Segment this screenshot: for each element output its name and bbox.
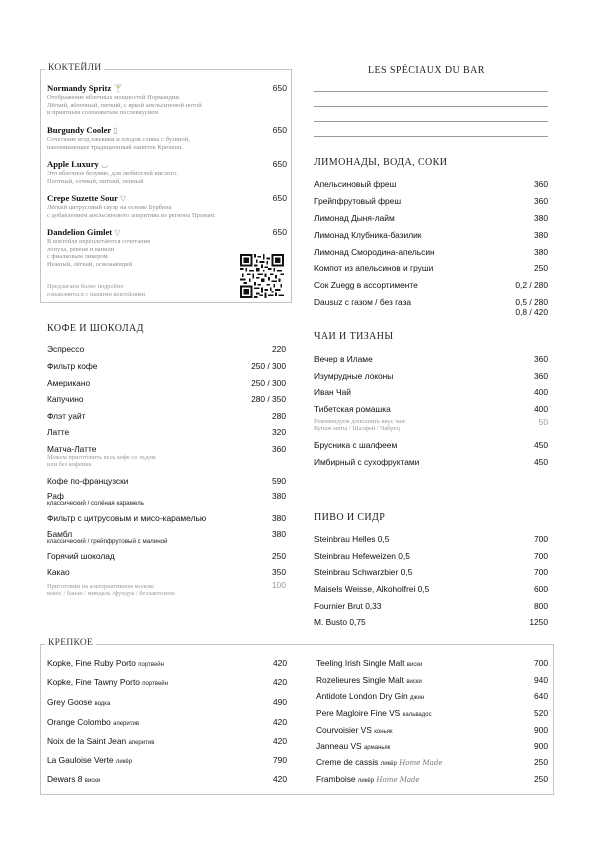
list-item xyxy=(47,360,286,372)
item-price: 250 xyxy=(534,263,548,273)
note-line: Рекомендуем дополнить вкус чая: xyxy=(314,418,407,425)
item-name: Матча-Латте xyxy=(47,444,97,454)
item-sub: ликёр xyxy=(380,761,397,767)
item-price: 700 xyxy=(534,567,548,577)
item-name: Noix de la Saint Jean xyxy=(47,736,127,746)
item-price: 380 xyxy=(272,529,286,539)
list-item xyxy=(316,756,548,768)
item-name: Kopke, Fine Tawny Porto xyxy=(47,677,140,687)
cocktail-desc-line: напоминающее традиционный напиток Крюшон. xyxy=(47,143,184,151)
item-price: 490 xyxy=(273,697,287,707)
cocktail-price: 650 xyxy=(272,159,287,169)
list-item xyxy=(316,657,548,669)
cocktail-name: Crepe Suzette Sour xyxy=(47,193,118,203)
item-name: Сок Zuegg в ассортименте xyxy=(314,280,418,290)
list-item xyxy=(316,773,548,785)
item-name: Лимонад Дыня-лайм xyxy=(314,213,395,223)
list-item xyxy=(47,657,287,669)
divider-line xyxy=(314,121,548,122)
item-price: 420 xyxy=(273,658,287,668)
item-name: Изумрудные локоны xyxy=(314,371,394,381)
item-name: Teeling Irish Single Malt xyxy=(316,658,405,668)
list-item xyxy=(47,475,286,487)
item-name: Dausuz с газом / без газа xyxy=(314,297,412,307)
list-item xyxy=(314,370,548,382)
item-price: 250 xyxy=(534,774,548,784)
item-price: 700 xyxy=(534,551,548,561)
item-price: 0,5 / 280 xyxy=(515,297,548,307)
list-item xyxy=(47,410,286,422)
item-price: 400 xyxy=(534,404,548,414)
item-price: 420 xyxy=(273,736,287,746)
cocktail-name: Normandy Spritz xyxy=(47,83,112,93)
item-price: 220 xyxy=(272,344,286,354)
item-price: 360 xyxy=(534,354,548,364)
cocktail-item xyxy=(47,193,289,219)
note-line: кокос / банан / миндаль /фундук / безлактозное xyxy=(47,590,175,598)
list-item xyxy=(314,403,548,415)
list-item xyxy=(314,583,548,595)
item-price: 800 xyxy=(534,601,548,611)
cocktail-desc-line: Лёгкий цитрусовый сауэр на основе Бурбона xyxy=(47,204,172,211)
list-item xyxy=(314,246,548,258)
list-item xyxy=(316,740,548,752)
item-price: 640 xyxy=(534,691,548,701)
item-name: Steinbrau Hefeweizen 0,5 xyxy=(314,551,410,561)
item-name: Janneau VS xyxy=(316,741,362,751)
item-price: 450 xyxy=(534,457,548,467)
item-price: 450 xyxy=(534,440,548,450)
item-name: Бамбл xyxy=(47,529,73,539)
list-item xyxy=(314,550,548,562)
item-name: Courvoisier VS xyxy=(316,725,372,735)
item-name: Капучино xyxy=(47,394,84,404)
item-name: Fournier Brut 0,33 xyxy=(314,601,382,611)
item-price: 520 xyxy=(534,708,548,718)
list-item xyxy=(47,343,286,355)
list-item xyxy=(47,754,287,766)
cocktail-desc-line: Отображение яблочных мощностей Нормандии. xyxy=(47,94,181,101)
cocktail-desc-line: Лёгкий, яблочный, питкий, с яркой апельсиновой нотой xyxy=(47,101,202,109)
list-item xyxy=(314,279,548,291)
item-sub: виски xyxy=(406,679,422,685)
item-price: 590 xyxy=(272,476,286,486)
item-name: Брусника с шалфеем xyxy=(314,440,398,450)
item-name: Framboise xyxy=(316,774,356,784)
item-sub: виски xyxy=(406,662,423,668)
cocktail-name: Dandelion Gimlet xyxy=(47,227,113,237)
item-price: 360 xyxy=(534,196,548,206)
divider-line xyxy=(314,106,548,107)
item-name: M. Busto 0,75 xyxy=(314,617,366,627)
list-item xyxy=(314,616,548,628)
item-name: Флэт уайт xyxy=(47,411,86,421)
item-name: Какао xyxy=(47,567,70,577)
item-name: Steinbrau Helles 0,5 xyxy=(314,534,390,544)
list-item xyxy=(314,600,548,612)
item-sub: портвейн xyxy=(138,662,164,668)
item-price: 420 xyxy=(273,677,287,687)
item-sub: арманьяк xyxy=(363,745,391,751)
item-sub: классический / солёная карамель xyxy=(47,500,144,507)
item-price: 700 xyxy=(534,534,548,544)
list-item xyxy=(314,456,548,468)
item-price: 380 xyxy=(534,247,548,257)
beer-title: ПИВО И СИДР xyxy=(314,512,386,523)
item-name: Kopke, Fine Ruby Porto xyxy=(47,658,136,668)
item-price: 1250 xyxy=(529,617,548,627)
milk-note xyxy=(47,583,175,598)
cocktail-desc-line: Плотный, сочный, питкий, пенный xyxy=(47,177,144,185)
qr-code-icon[interactable] xyxy=(240,254,284,298)
item-name: Латте xyxy=(47,427,70,437)
cocktails-note xyxy=(47,283,217,298)
item-name: Antidote London Dry Gin xyxy=(316,691,408,701)
item-sub: виски xyxy=(84,778,101,784)
list-item xyxy=(47,676,287,688)
item-name: Rozelieures Single Malt xyxy=(316,675,404,685)
list-item xyxy=(47,512,286,524)
item-price: 0,8 / 420 xyxy=(515,307,548,317)
glass-icon: ▽ xyxy=(119,194,127,203)
item-price: 250 / 300 xyxy=(251,378,286,388)
item-name: Тибетская ромашка xyxy=(314,404,391,414)
item-sub: коньяк xyxy=(374,729,393,735)
bar-specials-title: LES SPÉCIAUX DU BAR xyxy=(368,65,485,76)
item-price: 940 xyxy=(534,675,548,685)
item-name: La Gauloise Verte xyxy=(47,755,114,765)
item-sub: ликёр xyxy=(115,759,133,765)
note-line: Приготовим на альтернативном молоке xyxy=(47,583,154,590)
cocktail-item xyxy=(47,83,289,117)
item-name: Иван Чай xyxy=(314,387,351,397)
item-price: 400 xyxy=(534,387,548,397)
item-name: Dewars 8 xyxy=(47,774,83,784)
list-item xyxy=(47,550,286,562)
list-item xyxy=(314,212,548,224)
item-price: 250 / 300 xyxy=(251,361,286,371)
item-price: 0,2 / 280 xyxy=(515,280,548,290)
list-item xyxy=(314,262,548,274)
item-sub: водка xyxy=(94,701,111,707)
item-name: Грейпфрутовый фреш xyxy=(314,196,402,206)
coffee-title: КОФЕ И ШОКОЛАД xyxy=(47,323,144,334)
item-name: Grey Goose xyxy=(47,697,93,707)
item-sub: аперитив xyxy=(128,740,155,746)
cocktail-desc-line: с добавлением апельсинового аперитива из региона Прованс xyxy=(47,211,216,219)
item-price: 360 xyxy=(534,371,548,381)
divider-line xyxy=(314,91,548,92)
item-sub: кальвадос xyxy=(402,712,432,718)
home-made-label: Home Made xyxy=(376,776,420,784)
cocktail-desc-line: и приятным солоноватым послевкусием xyxy=(47,109,159,117)
glass-icon: ▽ xyxy=(114,228,121,237)
item-price: 600 xyxy=(534,584,548,594)
item-sub: портвейн xyxy=(142,681,168,687)
spirits-title: КРЕПКОЕ xyxy=(45,638,96,649)
item-name: Creme de cassis xyxy=(316,757,379,767)
item-name: Апельсиновый фреш xyxy=(314,179,397,189)
list-item xyxy=(316,724,548,736)
item-price: 380 xyxy=(272,491,286,501)
cocktail-price: 650 xyxy=(272,227,287,237)
list-item xyxy=(316,690,548,702)
item-price: 360 xyxy=(272,444,286,454)
list-item xyxy=(316,674,548,686)
item-name: Steinbrau Schwarzbier 0,5 xyxy=(314,567,413,577)
home-made-label: Home Made xyxy=(399,759,443,767)
list-item xyxy=(47,716,287,728)
item-sub: ликёр xyxy=(357,778,375,784)
lemonades-title: ЛИМОНАДЫ, ВОДА, СОКИ xyxy=(314,157,448,168)
item-price: 420 xyxy=(273,717,287,727)
item-price: 320 xyxy=(272,427,286,437)
cocktails-note-line: Предлагаем более подробно xyxy=(47,283,124,290)
note-line: Можем приготовить весь кофе со льдом xyxy=(47,454,156,461)
list-item xyxy=(314,229,548,241)
item-sub: классический / грейпфрутовый с малиной xyxy=(47,538,168,545)
list-item xyxy=(47,393,286,405)
list-item xyxy=(314,566,548,578)
list-item xyxy=(47,696,287,708)
tea-note xyxy=(314,418,406,433)
cocktail-desc-line: Нежный, лёгкий, освежающий xyxy=(47,260,133,268)
note-line: или без кофеина xyxy=(47,461,92,469)
item-name: Имбирный с сухофруктами xyxy=(314,457,420,467)
item-name: Лимонад Клубника-базилик xyxy=(314,230,422,240)
list-item xyxy=(314,353,548,365)
item-name: Вечер в Иламе xyxy=(314,354,373,364)
tea-title: ЧАИ И ТИЗАНЫ xyxy=(314,331,394,342)
cocktail-price: 650 xyxy=(272,125,287,135)
item-price: 790 xyxy=(273,755,287,765)
list-item xyxy=(316,707,548,719)
item-price: 280 xyxy=(272,411,286,421)
cocktail-desc-line: Это яблочное безумие, для любителей кислого. xyxy=(47,170,178,177)
cocktail-desc-line: лопуха, ревеня и ванили xyxy=(47,245,115,253)
list-item xyxy=(47,377,286,389)
cocktail-price: 650 xyxy=(272,83,287,93)
glass-icon: ▯ xyxy=(113,126,118,135)
cocktails-note-line: ознакомиться с нашими коктейлями xyxy=(47,290,146,298)
list-item xyxy=(314,195,548,207)
item-price: 250 xyxy=(534,757,548,767)
item-price: 250 xyxy=(272,551,286,561)
list-item xyxy=(314,386,548,398)
cocktail-desc-line: с фиалковым ликером. xyxy=(47,253,110,261)
item-name: Pere Magloire Fine VS xyxy=(316,708,401,718)
cocktail-item xyxy=(47,159,289,185)
item-price: 420 xyxy=(273,774,287,784)
list-item-extra-price xyxy=(314,306,548,318)
item-price: 900 xyxy=(534,741,548,751)
item-price: 900 xyxy=(534,725,548,735)
glass-icon: ◡ xyxy=(100,160,108,169)
item-price: 350 xyxy=(272,567,286,577)
milk-price: 100 xyxy=(272,580,286,590)
item-name: Компот из апельсинов и груши xyxy=(314,263,434,273)
item-name: Американо xyxy=(47,378,91,388)
cocktail-desc-line: В коктейле переплетаются сочетания xyxy=(47,238,151,245)
item-name: Кофе по-французски xyxy=(47,476,129,486)
item-price: 380 xyxy=(534,230,548,240)
item-name: Горячий шоколад xyxy=(47,551,115,561)
list-item xyxy=(314,533,548,545)
cocktail-name: Burgundy Cooler xyxy=(47,125,112,135)
item-name: Orange Colombo xyxy=(47,717,111,727)
item-price: 700 xyxy=(534,658,548,668)
cocktails-title: КОКТЕЙЛИ xyxy=(45,63,104,74)
note-line: Купаж мяты / Шалфей / Чабрец xyxy=(314,425,400,433)
cocktail-item xyxy=(47,125,289,151)
cocktail-price: 650 xyxy=(272,193,287,203)
list-item xyxy=(47,735,287,747)
item-name: Лимонад Смородина-апельсин xyxy=(314,247,435,257)
item-name: Maisels Weisse, Alkoholfrei 0,5 xyxy=(314,584,430,594)
glass-icon: 🍸 xyxy=(113,84,124,93)
item-name: Фильтр кофе xyxy=(47,361,98,371)
list-item xyxy=(314,439,548,451)
list-item xyxy=(47,426,286,438)
item-price: 280 / 350 xyxy=(251,394,286,404)
item-name: Раф xyxy=(47,491,64,501)
item-name: Эспрессо xyxy=(47,344,85,354)
matcha-note xyxy=(47,454,156,469)
item-name: Фильтр с цитрусовым и мисо-карамелью xyxy=(47,513,207,523)
item-price: 380 xyxy=(272,513,286,523)
item-sub: аперитив xyxy=(113,721,140,727)
divider-line xyxy=(314,136,548,137)
item-price: 360 xyxy=(534,179,548,189)
list-item xyxy=(47,566,286,578)
cocktail-desc-line: Сочетание ягод ежевики и плодов сливы с бузиной, xyxy=(47,136,190,143)
cocktail-name: Apple Luxury xyxy=(47,159,99,169)
list-item xyxy=(47,773,287,785)
item-price: 380 xyxy=(534,213,548,223)
tea-note-price: 50 xyxy=(538,417,548,427)
item-sub: джин xyxy=(410,695,425,701)
list-item xyxy=(314,178,548,190)
